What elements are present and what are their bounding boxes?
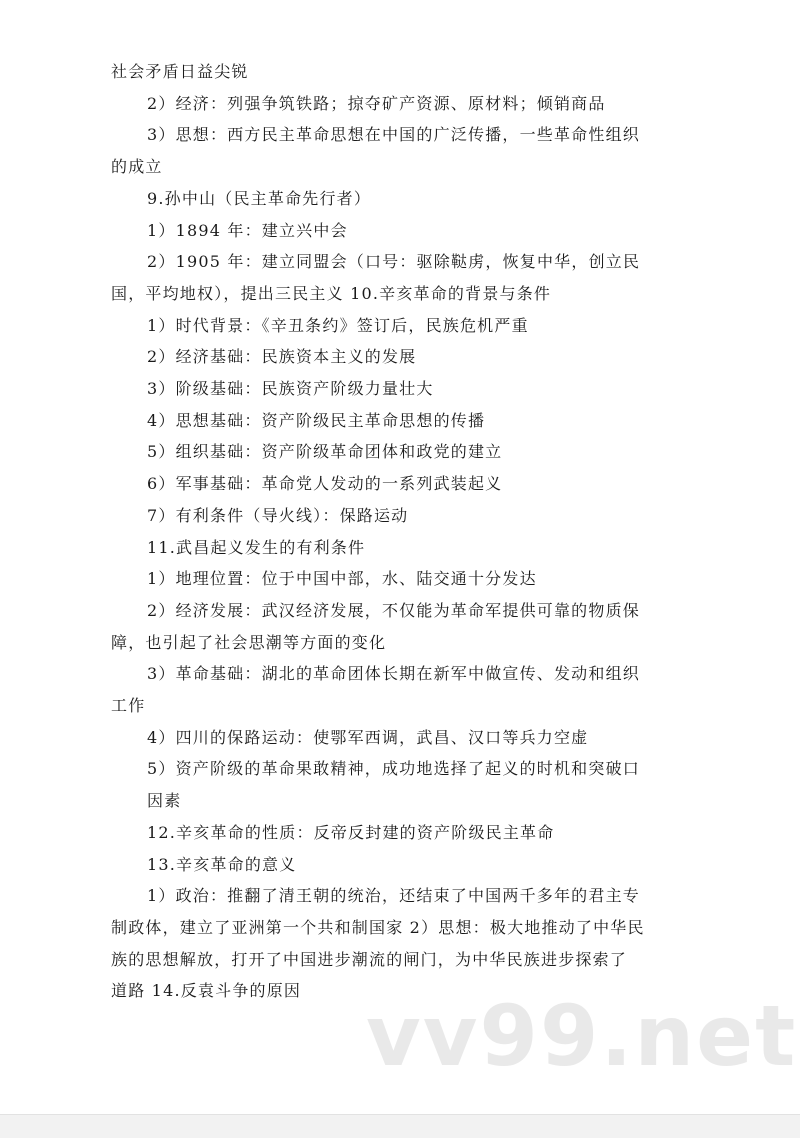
text-line: 9.孙中山（民主革命先行者） [147,188,372,208]
text-line: 1）1894 年：建立兴中会 [147,220,348,240]
text-line: 因素 [147,791,182,811]
text-line: 2）经济基础：民族资本主义的发展 [147,347,417,367]
text-line: 5）组织基础：资产阶级革命团体和政党的建立 [147,442,503,462]
text-line: 7）有利条件（导火线）：保路运动 [147,505,409,525]
text-line: 2）经济发展：武汉经济发展，不仅能为革命军提供可靠的物质保 [147,600,640,620]
text-line: 1）时代背景：《辛丑条约》签订后，民族危机严重 [147,315,529,335]
text-line: 11.武昌起义发生的有利条件 [147,537,366,557]
text-line: 道路 14.反袁斗争的原因 [111,981,302,1001]
text-line: 5）资产阶级的革命果敢精神，成功地选择了起义的时机和突破口 [147,759,640,779]
document-body [111,56,691,1007]
text-line: 4）四川的保路运动：使鄂军西调，武昌、汉口等兵力空虚 [147,727,589,747]
text-line: 制政体，建立了亚洲第一个共和制国家 2）思想：极大地推动了中华民 [111,917,645,937]
text-line: 2）1905 年：建立同盟会（口号：驱除鞑虏，恢复中华，创立民 [147,252,641,272]
text-line: 12.辛亥革命的性质：反帝反封建的资产阶级民主革命 [147,822,555,842]
text-line: 13.辛亥革命的意义 [147,854,297,874]
text-line: 工作 [111,696,146,716]
watermark: vv99.net [366,987,798,1085]
text-line: 国，平均地权），提出三民主义 10.辛亥革命的背景与条件 [111,283,552,303]
text-line: 3）革命基础：湖北的革命团体长期在新军中做宣传、发动和组织 [147,664,640,684]
bottom-scroll-area [0,1114,800,1138]
text-line: 族的思想解放，打开了中国进步潮流的闸门，为中华民族进步探索了 [111,949,628,969]
text-line: 1）地理位置：位于中国中部，水、陆交通十分发达 [147,569,537,589]
text-line: 6）军事基础：革命党人发动的一系列武装起义 [147,474,503,494]
text-line: 3）思想：西方民主革命思想在中国的广泛传播，一些革命性组织 [147,125,640,145]
text-line: 障，也引起了社会思潮等方面的变化 [111,632,387,652]
text-line: 3）阶级基础：民族资产阶级力量壮大 [147,379,434,399]
text-line: 2）经济：列强争筑铁路；掠夺矿产资源、原材料；倾销商品 [147,93,606,113]
text-line: 的成立 [111,157,163,177]
text-line: 4）思想基础：资产阶级民主革命思想的传播 [147,410,486,430]
text-line: 社会矛盾日益尖锐 [111,62,249,81]
text-line: 1）政治：推翻了清王朝的统治，还结束了中国两千多年的君主专 [147,886,640,906]
